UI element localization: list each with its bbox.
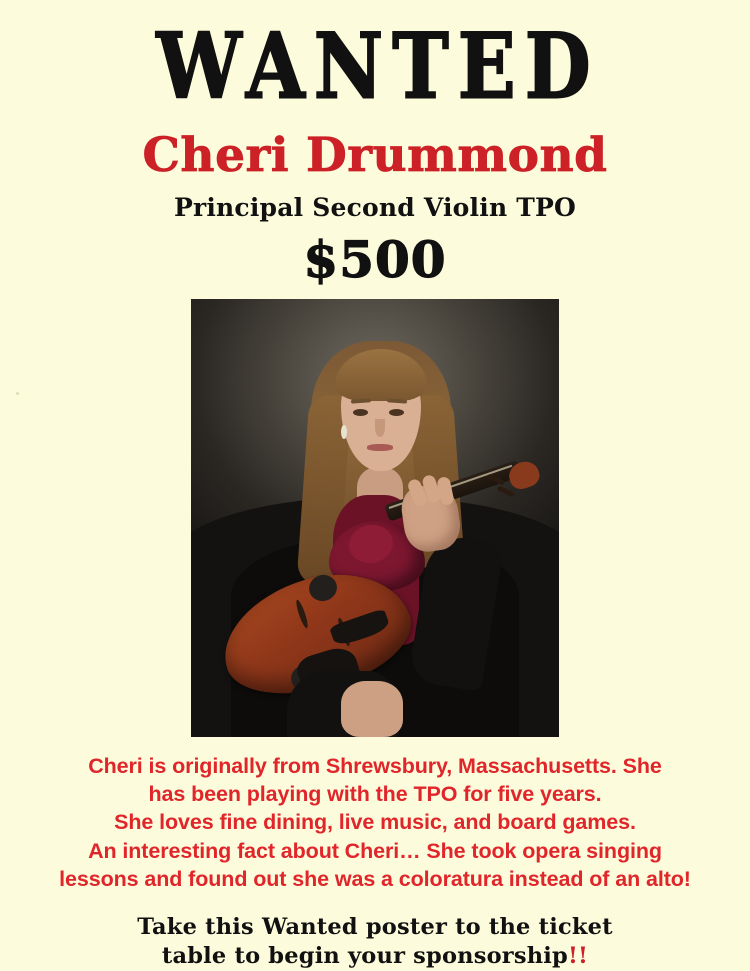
description-line: An interesting fact about Cheri… She took opera singing [88,838,662,863]
description-line: has been playing with the TPO for five years. [148,781,602,806]
subject-name: Cheri Drummond [142,128,608,183]
reward-amount: $500 [303,230,447,289]
description-line: Cheri is originally from Shrewsbury, Massachusetts. She [88,753,662,778]
earring-icon [341,425,347,439]
cta-line-text: table to begin your sponsorship [161,943,568,970]
eye-right [389,409,404,416]
subject-description [30,752,720,894]
description-line: lessons and found out she was a coloratura instead of an alto! [59,867,691,892]
hand-lower [341,681,403,737]
subject-photo [191,299,559,737]
cta-line-2 [30,942,720,971]
cta-emphasis: !! [567,943,589,970]
mouth [367,444,393,451]
subject-role: Principal Second Violin TPO [173,193,577,222]
cta-line: Take this Wanted poster to the ticket [137,914,613,941]
description-line: She loves fine dining, live music, and board games. [114,810,636,835]
photo-illustration [191,299,559,737]
eye-left [353,409,368,416]
page-title: WANTED [156,13,600,119]
nose [375,419,385,437]
paper-speck [16,392,19,395]
call-to-action [30,913,720,971]
